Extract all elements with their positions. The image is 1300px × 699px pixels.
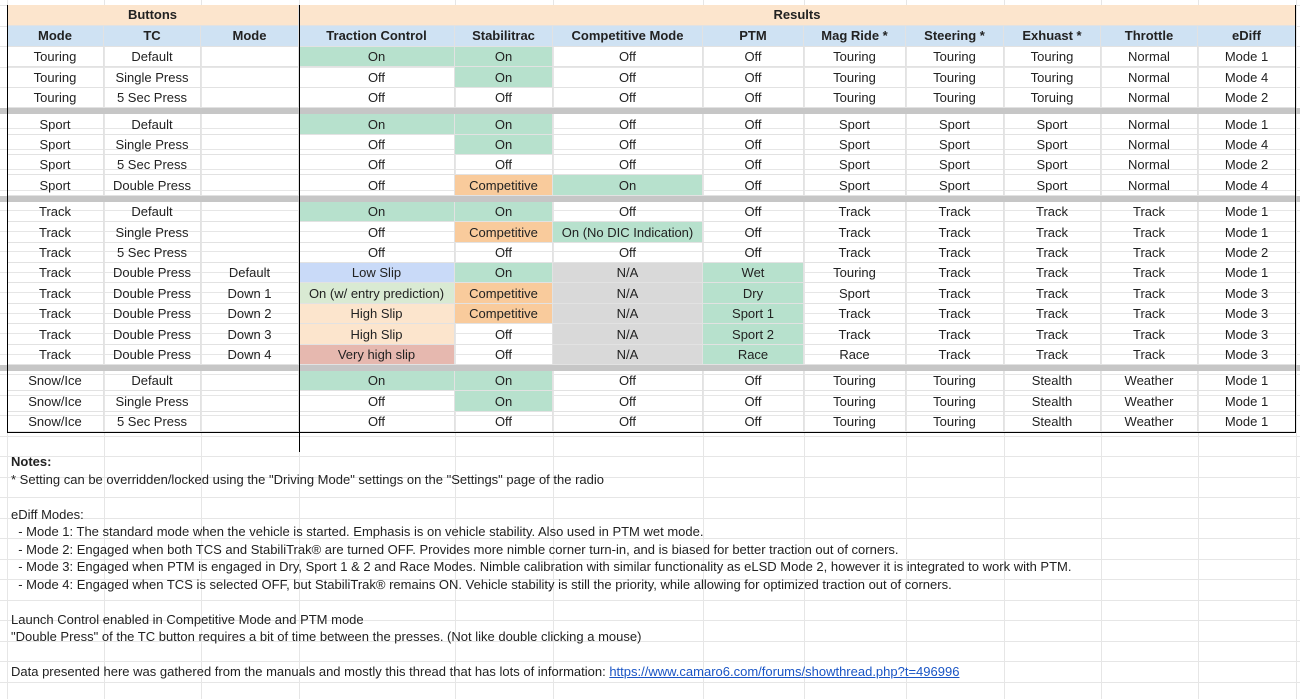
table-cell[interactable]: Sport 2	[703, 324, 804, 345]
table-cell[interactable]: Snow/Ice	[7, 391, 104, 412]
table-cell[interactable]: Sport	[906, 135, 1004, 155]
table-cell[interactable]: Sport	[1004, 114, 1101, 135]
note-line: "Double Press" of the TC button requires a bit of time between the presses. (Not like double clicking a mouse)	[11, 629, 642, 644]
table-cell[interactable]: Touring	[7, 67, 104, 88]
table-cell[interactable]: Down 4	[201, 345, 299, 365]
table-cell[interactable]: N/A	[553, 263, 703, 283]
table-cell[interactable]	[201, 202, 299, 222]
table-cell[interactable]: Sport	[804, 175, 906, 196]
table-cell[interactable]: Track	[906, 243, 1004, 263]
table-cell[interactable]: Sport	[804, 283, 906, 304]
table-cell[interactable]: Normal	[1101, 114, 1198, 135]
table-cell[interactable]: Normal	[1101, 47, 1198, 67]
table-cell[interactable]: On	[299, 202, 455, 222]
group-header-results: Results	[299, 5, 1296, 26]
table-cell[interactable]: Touring	[906, 391, 1004, 412]
table-cell[interactable]: Track	[7, 243, 104, 263]
column-header[interactable]: Steering *	[906, 26, 1004, 47]
table-cell[interactable]: Off	[703, 47, 804, 67]
table-cell[interactable]: On (w/ entry prediction)	[299, 283, 455, 304]
table-cell[interactable]: Track	[7, 283, 104, 304]
table-cell[interactable]: Sport	[1004, 135, 1101, 155]
note-line: eDiff Modes:	[11, 506, 84, 522]
table-cell[interactable]: Track	[1101, 324, 1198, 345]
table-cell[interactable]: Competitive	[455, 283, 553, 304]
table-cell[interactable]: Track	[7, 222, 104, 243]
table-cell[interactable]: 5 Sec Press	[104, 155, 201, 175]
notes-lines	[11, 471, 1291, 664]
table-cell[interactable]: Track	[1004, 222, 1101, 243]
table-cell[interactable]: Down 2	[201, 304, 299, 324]
table-cell[interactable]: Off	[553, 412, 703, 432]
table-cell[interactable]: N/A	[553, 283, 703, 304]
table-cell[interactable]: Mode 2	[1198, 155, 1296, 175]
table-cell[interactable]: Track	[804, 324, 906, 345]
table-cell[interactable]: Sport	[804, 135, 906, 155]
table-cell[interactable]: Touring	[906, 371, 1004, 391]
table-cell[interactable]: Mode 3	[1198, 283, 1296, 304]
notes-section	[11, 453, 1291, 681]
table-cell[interactable]	[201, 114, 299, 135]
table-cell[interactable]: Off	[553, 371, 703, 391]
table-cell[interactable]: 5 Sec Press	[104, 412, 201, 432]
table-cell[interactable]: Default	[201, 263, 299, 283]
note-line: - Mode 3: Engaged when PTM is engaged in Dry, Sport 1 & 2 and Race Modes. Nimble calibration with similar functionality as eLSD Mode 2, however it is integrated to work with PTM.	[11, 559, 1072, 574]
note-line: - Mode 2: Engaged when both TCS and StabiliTrak® are turned OFF. Provides more nimble corner turn-in, and is biased for better traction out of corners.	[11, 541, 899, 557]
table-cell[interactable]: Weather	[1101, 391, 1198, 412]
table-cell[interactable]: Off	[703, 88, 804, 108]
table-cell[interactable]: Stealth	[1004, 412, 1101, 432]
note-line: * Setting can be overridden/locked using the "Driving Mode" settings on the "Settings" page of the radio	[11, 471, 604, 487]
table-cell[interactable]: Toruing	[1004, 88, 1101, 108]
table-cell[interactable]: Double Press	[104, 324, 201, 345]
table-cell[interactable]: Double Press	[104, 263, 201, 283]
table-cell[interactable]: Touring	[906, 412, 1004, 432]
table-cell[interactable]: Wet	[703, 263, 804, 283]
table-cell[interactable]	[201, 175, 299, 196]
column-header[interactable]: Exhuast *	[1004, 26, 1101, 47]
grid-line	[0, 436, 1300, 437]
table-cell[interactable]: Off	[455, 155, 553, 175]
table-cell[interactable]: Track	[1101, 263, 1198, 283]
note-line	[11, 488, 1291, 506]
table-cell[interactable]: Off	[553, 202, 703, 222]
table-cell[interactable]: Single Press	[104, 67, 201, 88]
grid-column-line	[1296, 0, 1297, 699]
table-cell[interactable]: Touring	[1004, 47, 1101, 67]
table-cell[interactable]: Mode 1	[1198, 47, 1296, 67]
note-line	[11, 646, 1291, 664]
table-cell[interactable]: Track	[804, 222, 906, 243]
table-cell[interactable]: On	[455, 47, 553, 67]
table-cell[interactable]: Off	[299, 155, 455, 175]
table-cell[interactable]: Off	[703, 175, 804, 196]
table-cell[interactable]: Mode 1	[1198, 222, 1296, 243]
table-cell[interactable]: Off	[703, 155, 804, 175]
table-cell[interactable]: Track	[7, 324, 104, 345]
table-cell[interactable]: Track	[7, 345, 104, 365]
table-cell[interactable]: Low Slip	[299, 263, 455, 283]
table-cell[interactable]: On	[455, 371, 553, 391]
table-cell[interactable]: Track	[7, 263, 104, 283]
table-cell[interactable]: Track	[906, 263, 1004, 283]
table-cell[interactable]: Off	[703, 391, 804, 412]
table-cell[interactable]: Track	[906, 324, 1004, 345]
table-cell[interactable]: Default	[104, 114, 201, 135]
table-cell[interactable]: Off	[299, 67, 455, 88]
notes-title: Notes:	[11, 454, 52, 469]
table-cell[interactable]: Sport	[7, 155, 104, 175]
table-cell[interactable]: Snow/Ice	[7, 412, 104, 432]
table-cell[interactable]: On	[299, 114, 455, 135]
table-cell[interactable]: Track	[1004, 324, 1101, 345]
table-cell[interactable]: Touring	[804, 412, 906, 432]
source-link[interactable]: https://www.camaro6.com/forums/showthread.php?t=496996	[609, 664, 960, 679]
table-cell[interactable]: Off	[553, 135, 703, 155]
table-cell[interactable]: Sport	[1004, 155, 1101, 175]
table-cell[interactable]: Mode 1	[1198, 371, 1296, 391]
table-cell[interactable]: Off	[299, 243, 455, 263]
table-cell[interactable]	[201, 412, 299, 432]
table-cell[interactable]: Track	[906, 283, 1004, 304]
table-cell[interactable]: Touring	[906, 88, 1004, 108]
table-cell[interactable]: Mode 2	[1198, 243, 1296, 263]
table-cell[interactable]: Mode 1	[1198, 202, 1296, 222]
table-cell[interactable]: N/A	[553, 345, 703, 365]
table-cell[interactable]: Normal	[1101, 155, 1198, 175]
table-cell[interactable]: On (No DIC Indication)	[553, 222, 703, 243]
table-cell[interactable]: Off	[455, 88, 553, 108]
table-cell[interactable]: Race	[804, 345, 906, 365]
table-cell[interactable]: Single Press	[104, 391, 201, 412]
table-cell[interactable]: 5 Sec Press	[104, 243, 201, 263]
table-cell[interactable]: Off	[553, 114, 703, 135]
table-cell[interactable]: Default	[104, 47, 201, 67]
table-cell[interactable]: Mode 4	[1198, 135, 1296, 155]
table-cell[interactable]: On	[299, 371, 455, 391]
table-cell[interactable]: Off	[299, 222, 455, 243]
table-cell[interactable]: Off	[455, 324, 553, 345]
table-cell[interactable]: Off	[455, 345, 553, 365]
table-cell[interactable]: Sport	[804, 114, 906, 135]
table-cell[interactable]: Track	[1004, 283, 1101, 304]
table-cell[interactable]: Off	[455, 243, 553, 263]
table-cell[interactable]: Track	[1101, 202, 1198, 222]
table-cell[interactable]: Touring	[804, 67, 906, 88]
table-cell[interactable]: Off	[299, 412, 455, 432]
table-cell[interactable]: Track	[7, 304, 104, 324]
table-cell[interactable]: Off	[299, 391, 455, 412]
table-cell[interactable]: Double Press	[104, 283, 201, 304]
column-header[interactable]: eDiff	[1198, 26, 1296, 47]
table-cell[interactable]: Touring	[804, 88, 906, 108]
table-cell[interactable]: Race	[703, 345, 804, 365]
table-cell[interactable]: Track	[804, 304, 906, 324]
table-cell[interactable]: Normal	[1101, 175, 1198, 196]
table-cell[interactable]: Off	[703, 243, 804, 263]
table-cell[interactable]: On	[455, 135, 553, 155]
table-cell[interactable]: Off	[553, 67, 703, 88]
table-cell[interactable]: Sport	[1004, 175, 1101, 196]
table-cell[interactable]: Track	[1004, 304, 1101, 324]
table-cell[interactable]: On	[299, 47, 455, 67]
table-cell[interactable]: Track	[906, 304, 1004, 324]
table-cell[interactable]: Sport	[7, 135, 104, 155]
table-cell[interactable]: Mode 3	[1198, 324, 1296, 345]
table-cell[interactable]: Track	[1004, 345, 1101, 365]
table-cell[interactable]: High Slip	[299, 304, 455, 324]
table-cell[interactable]: Double Press	[104, 175, 201, 196]
table-cell[interactable]: Stealth	[1004, 391, 1101, 412]
table-cell[interactable]: Off	[299, 175, 455, 196]
table-cell[interactable]: Double Press	[104, 304, 201, 324]
table-cell[interactable]: N/A	[553, 304, 703, 324]
table-cell[interactable]	[201, 135, 299, 155]
table-cell[interactable]: Weather	[1101, 412, 1198, 432]
table-cell[interactable]: Off	[703, 114, 804, 135]
table-cell[interactable]	[201, 391, 299, 412]
column-header[interactable]: Competitive Mode	[553, 26, 703, 47]
table-cell[interactable]: Touring	[804, 391, 906, 412]
column-header[interactable]: Stabilitrac	[455, 26, 553, 47]
column-header[interactable]: TC	[104, 26, 201, 47]
table-cell[interactable]: Normal	[1101, 88, 1198, 108]
notes-source-text: Data presented here was gathered from the manuals and mostly this thread that has lots of information:	[11, 664, 610, 679]
table-cell[interactable]: Off	[703, 371, 804, 391]
table-cell[interactable]: Sport	[7, 114, 104, 135]
table-cell[interactable]: Dry	[703, 283, 804, 304]
table-cell[interactable]: On	[455, 263, 553, 283]
table-cell[interactable]: Touring	[906, 47, 1004, 67]
column-header[interactable]: Mode	[7, 26, 104, 47]
table-cell[interactable]: On	[455, 114, 553, 135]
table-cell[interactable]: Off	[703, 412, 804, 432]
table-cell[interactable]: 5 Sec Press	[104, 88, 201, 108]
table-cell[interactable]: Track	[804, 202, 906, 222]
table-cell[interactable]	[201, 67, 299, 88]
table-cell[interactable]: Competitive	[455, 304, 553, 324]
table-cell[interactable]: Track	[7, 202, 104, 222]
table-cell[interactable]: Track	[906, 202, 1004, 222]
grid-line	[0, 682, 1300, 683]
table-cell[interactable]: Track	[1101, 243, 1198, 263]
table-cell[interactable]: Weather	[1101, 371, 1198, 391]
table-cell[interactable]: Sport	[906, 175, 1004, 196]
table-cell[interactable]	[201, 243, 299, 263]
note-line: - Mode 1: The standard mode when the vehicle is started. Emphasis is on vehicle stability. Also used in PTM wet mode.	[11, 524, 704, 539]
note-line	[11, 593, 1291, 611]
group-header-buttons: Buttons	[7, 5, 299, 26]
table-cell[interactable]: Stealth	[1004, 371, 1101, 391]
table-cell[interactable]: Off	[299, 135, 455, 155]
table-cell[interactable]	[201, 371, 299, 391]
table-cell[interactable]: Off	[703, 67, 804, 88]
table-cell[interactable]: Mode 1	[1198, 412, 1296, 432]
table-cell[interactable]: Normal	[1101, 135, 1198, 155]
table-cell[interactable]: Touring	[7, 88, 104, 108]
table-cell[interactable]: Touring	[906, 67, 1004, 88]
table-cell[interactable]: Track	[1101, 345, 1198, 365]
table-cell[interactable]: On	[455, 391, 553, 412]
table-cell[interactable]: Track	[804, 243, 906, 263]
table-cell[interactable]: Touring	[7, 47, 104, 67]
table-cell[interactable]: Default	[104, 371, 201, 391]
table-cell[interactable]: Mode 3	[1198, 345, 1296, 365]
table-cell[interactable]: Track	[1004, 263, 1101, 283]
table-cell[interactable]: Down 3	[201, 324, 299, 345]
table-cell[interactable]: Off	[553, 391, 703, 412]
table-cell[interactable]: Touring	[1004, 67, 1101, 88]
table-cell[interactable]: Mode 1	[1198, 391, 1296, 412]
table-cell[interactable]: On	[455, 202, 553, 222]
table-cell[interactable]: Off	[703, 135, 804, 155]
table-cell[interactable]: Mode 1	[1198, 263, 1296, 283]
table-cell[interactable]: Competitive	[455, 175, 553, 196]
table-cell[interactable]: Sport	[804, 155, 906, 175]
table-cell[interactable]: Off	[703, 222, 804, 243]
table-cell[interactable]: N/A	[553, 324, 703, 345]
table-cell[interactable]: Mode 4	[1198, 175, 1296, 196]
table-cell[interactable]: Sport	[906, 155, 1004, 175]
table-cell[interactable]: Sport	[7, 175, 104, 196]
table-cell[interactable]: Mode 3	[1198, 304, 1296, 324]
table-cell[interactable]: Normal	[1101, 67, 1198, 88]
table-cell[interactable]: Double Press	[104, 345, 201, 365]
column-header[interactable]: Mode	[201, 26, 299, 47]
note-line: Launch Control enabled in Competitive Mode and PTM mode	[11, 611, 364, 627]
notes-source-line	[11, 663, 1291, 681]
table-cell[interactable]: Mode 4	[1198, 67, 1296, 88]
table-cell[interactable]: Off	[299, 88, 455, 108]
table-border-results	[299, 5, 300, 452]
table-cell[interactable]: Mode 2	[1198, 88, 1296, 108]
table-border-right	[1295, 5, 1296, 432]
table-cell[interactable]: Single Press	[104, 222, 201, 243]
table-cell[interactable]: Track	[1004, 243, 1101, 263]
table-cell[interactable]: Competitive	[455, 222, 553, 243]
table-cell[interactable]: Track	[1004, 202, 1101, 222]
table-cell[interactable]	[201, 47, 299, 67]
table-cell[interactable]: Sport	[906, 114, 1004, 135]
table-cell[interactable]: Touring	[804, 47, 906, 67]
table-cell[interactable]: Touring	[804, 263, 906, 283]
table-cell[interactable]	[201, 222, 299, 243]
table-cell[interactable]: Track	[1101, 283, 1198, 304]
table-cell[interactable]: On	[553, 175, 703, 196]
table-cell[interactable]: Very high slip	[299, 345, 455, 365]
table-border-left	[7, 5, 8, 432]
table-cell[interactable]: Sport 1	[703, 304, 804, 324]
table-cell[interactable]	[201, 155, 299, 175]
table-cell[interactable]: Off	[703, 202, 804, 222]
table-cell[interactable]: Track	[1101, 304, 1198, 324]
table-cell[interactable]: Default	[104, 202, 201, 222]
table-cell[interactable]: Off	[455, 412, 553, 432]
note-line: - Mode 4: Engaged when TCS is selected OFF, but StabiliTrak® remains ON. Vehicle stability is still the priority, while allowing for optimized traction out of corners.	[11, 576, 952, 592]
table-cell[interactable]: Single Press	[104, 135, 201, 155]
column-header[interactable]: PTM	[703, 26, 804, 47]
table-cell[interactable]: High Slip	[299, 324, 455, 345]
table-cell[interactable]: Off	[553, 155, 703, 175]
table-cell[interactable]: Down 1	[201, 283, 299, 304]
table-cell[interactable]: Track	[906, 222, 1004, 243]
table-cell[interactable]: Mode 1	[1198, 114, 1296, 135]
column-header[interactable]: Throttle	[1101, 26, 1198, 47]
column-header[interactable]: Mag Ride *	[804, 26, 906, 47]
table-cell[interactable]: Snow/Ice	[7, 371, 104, 391]
table-cell[interactable]: Touring	[804, 371, 906, 391]
table-cell[interactable]: Off	[553, 243, 703, 263]
table-cell[interactable]	[201, 88, 299, 108]
table-cell[interactable]: Track	[1101, 222, 1198, 243]
table-cell[interactable]: On	[455, 67, 553, 88]
table-cell[interactable]: Off	[553, 47, 703, 67]
table-border-bottom	[7, 432, 1296, 433]
table-cell[interactable]: Off	[553, 88, 703, 108]
column-header[interactable]: Traction Control	[299, 26, 455, 47]
table-cell[interactable]: Track	[906, 345, 1004, 365]
